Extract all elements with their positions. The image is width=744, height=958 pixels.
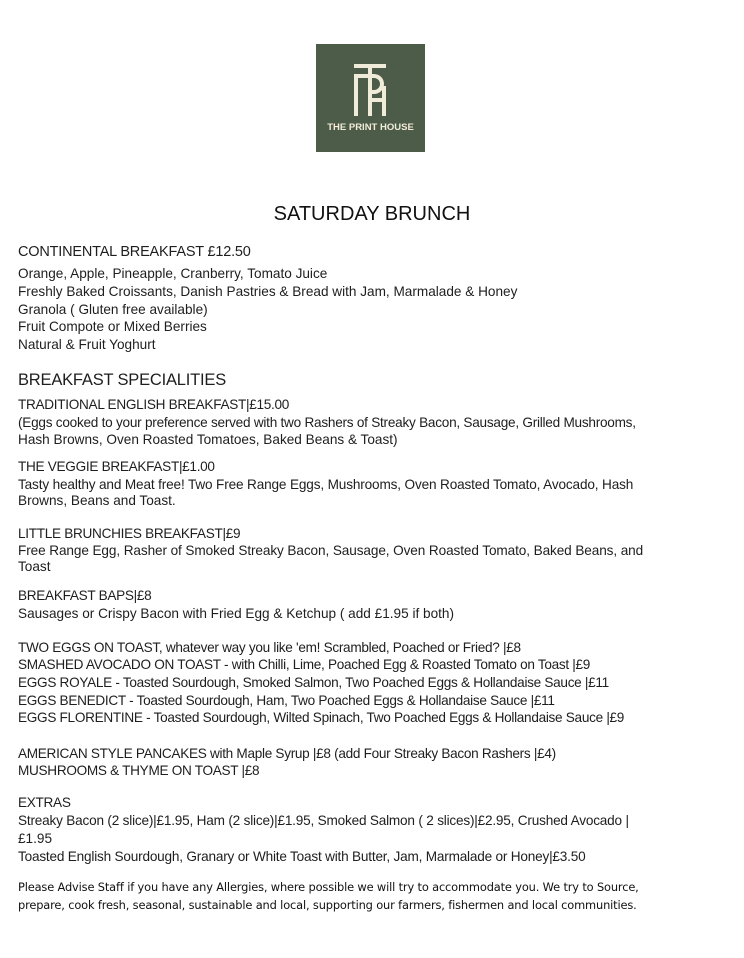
dish-line: EGGS FLORENTINE - Toasted Sourdough, Wilted Spinach, Two Poached Eggs & Hollandaise Sauce |£9 (18, 710, 625, 725)
specialities-heading: BREAKFAST SPECIALITIES (18, 371, 227, 389)
dish-title: THE VEGGIE BREAKFAST|£1.00 (18, 459, 215, 474)
dish-description: Tasty healthy and Meat free! Two Free Range Eggs, Mushrooms, Oven Roasted Tomato, Avocado, Hash (18, 477, 634, 492)
extras-line: Toasted English Sourdough, Granary or White Toast with Butter, Jam, Marmalade or Honey|£3.50 (18, 849, 586, 864)
dish-line: EGGS ROYALE - Toasted Sourdough, Smoked Salmon, Two Poached Eggs & Hollandaise Sauce |£11 (18, 675, 609, 690)
dish-title: TRADITIONAL ENGLISH BREAKFAST|£15.00 (18, 397, 289, 412)
allergy-note: Please Advise Staff if you have any Allergies, where possible we will try to accommodate you. We try to Source, (18, 880, 639, 894)
menu-line: Granola ( Gluten free available) (18, 302, 208, 317)
tph-monogram-icon (316, 44, 425, 124)
extras-line: £1.95 (18, 831, 53, 846)
dish-description: Hash Browns, Oven Roasted Tomatoes, Baked Beans & Toast) (18, 432, 398, 447)
dish-line: MUSHROOMS & THYME ON TOAST |£8 (18, 763, 260, 778)
dish-line: TWO EGGS ON TOAST, whatever way you like 'em! Scrambled, Poached or Fried? |£8 (18, 640, 521, 655)
dish-line: SMASHED AVOCADO ON TOAST - with Chilli, Lime, Poached Egg & Roasted Tomato on Toast |£9 (18, 657, 591, 672)
continental-heading: CONTINENTAL BREAKFAST £12.50 (18, 244, 251, 260)
dish-title: BREAKFAST BAPS|£8 (18, 588, 152, 603)
allergy-note: prepare, cook fresh, seasonal, sustainable and local, supporting our farmers, fishermen and local communities. (18, 898, 637, 912)
dish-description: Toast (18, 559, 51, 574)
extras-heading: EXTRAS (18, 795, 71, 810)
dish-description: Sausages or Crispy Bacon with Fried Egg & Ketchup ( add £1.95 if both) (18, 606, 454, 621)
logo-text: THE PRINT HOUSE (327, 122, 414, 133)
menu-line: Fruit Compote or Mixed Berries (18, 319, 207, 334)
menu-line: Freshly Baked Croissants, Danish Pastries & Bread with Jam, Marmalade & Honey (18, 284, 518, 299)
dish-title: LITTLE BRUNCHIES BREAKFAST|£9 (18, 526, 241, 541)
logo (316, 44, 425, 152)
dish-line: AMERICAN STYLE PANCAKES with Maple Syrup |£8 (add Four Streaky Bacon Rashers |£4) (18, 746, 556, 761)
dish-line: EGGS BENEDICT - Toasted Sourdough, Ham, Two Poached Eggs & Hollandaise Sauce |£11 (18, 693, 555, 708)
dish-description: Browns, Beans and Toast. (18, 493, 176, 508)
menu-line: Natural & Fruit Yoghurt (18, 337, 156, 352)
page-title: SATURDAY BRUNCH (273, 203, 471, 225)
extras-line: Streaky Bacon (2 slice)|£1.95, Ham (2 slice)|£1.95, Smoked Salmon ( 2 slices)|£2.95, Crushed Avocado | (18, 813, 629, 828)
dish-description: (Eggs cooked to your preference served with two Rashers of Streaky Bacon, Sausage, Grilled Mushrooms, (18, 415, 636, 430)
dish-description: Free Range Egg, Rasher of Smoked Streaky Bacon, Sausage, Oven Roasted Tomato, Baked Beans, and (18, 543, 644, 558)
menu-line: Orange, Apple, Pineapple, Cranberry, Tomato Juice (18, 266, 328, 281)
